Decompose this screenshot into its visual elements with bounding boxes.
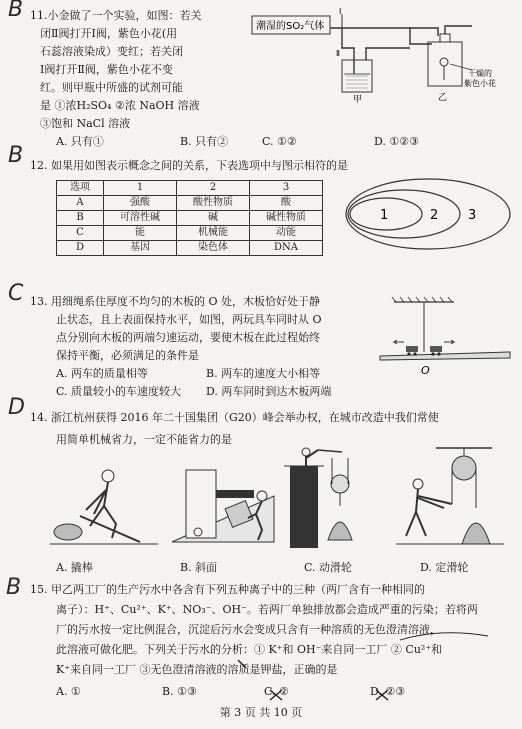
handwritten-mark: B	[8, 0, 24, 22]
option-a: A. 两车的质量相等	[56, 367, 148, 380]
table-cell: 基因	[104, 241, 177, 256]
table-cell: C	[57, 226, 104, 241]
option-c: C. ①②	[262, 135, 297, 148]
stem-line: 15. 甲乙两工厂的生产污水中各含有下列五种离子中的三种（两厂含有一种相同的	[30, 583, 425, 596]
table-cell: 碱性物质	[250, 211, 323, 226]
option-d: D. 两车同时到达木板两端	[206, 385, 332, 398]
table-cell: DNA	[250, 241, 323, 256]
table-cell: 2	[177, 181, 250, 196]
stem-line: 用简单机械省力，一定不能省力的是	[56, 433, 232, 446]
option-a: A. 只有①	[56, 135, 104, 148]
stem-line: 离子）：H⁺、Cu²⁺、K⁺、NO₃⁻、OH⁻。若两厂单独排放都会造成严重的污染；若将两	[56, 603, 478, 616]
option-c: C. ②	[264, 685, 289, 698]
option-a: A. 撬棒	[56, 561, 93, 574]
valve-1-label: Ⅰ	[339, 7, 342, 16]
stem-line: Ⅰ阀打开Ⅱ阀，紫色小花不变	[40, 63, 173, 76]
option-d: D. ②③	[370, 685, 406, 698]
option-a: A. ①	[56, 685, 81, 698]
stem-line: 是 ①浓H₂SO₄ ②浓 NaOH 溶液	[40, 99, 200, 112]
table-cell: 酸性物质	[177, 196, 250, 211]
table-cell: 3	[250, 181, 323, 196]
bottle-1-label: 甲	[353, 95, 363, 104]
handwritten-mark: B	[8, 143, 24, 168]
stem-line: K⁺来自同一工厂 ③无色澄清溶液的溶质是钾盐，正确的是	[56, 663, 338, 676]
table-cell: 1	[104, 181, 177, 196]
table-cell: 机械能	[177, 226, 250, 241]
option-c: C. 动滑轮	[304, 561, 353, 574]
stem-line: 保持平衡，必须满足的条件是	[56, 349, 199, 362]
gas-label: 潮湿的SO₂气体	[256, 21, 325, 32]
stem-line: 此溶液可做化肥。下列关于污水的分析：① K⁺和 OH⁻来自同一工厂 ② Cu²⁺和	[56, 643, 443, 656]
option-d: D. ①②③	[374, 135, 420, 148]
stem-line: 闭Ⅱ阀打开Ⅰ阀，紫色小花(用	[40, 27, 178, 40]
table-cell: 强酸	[104, 196, 177, 211]
option-b: B. 只有②	[180, 135, 229, 148]
pivot-label: O	[421, 364, 430, 377]
stem-line: 点分别向木板的两端匀速运动，要使木板在此过程始终	[56, 331, 320, 344]
option-c: C. 质量较小的车速度较大	[56, 385, 182, 398]
option-b: B. 两车的速度大小相等	[206, 367, 321, 380]
table-cell: A	[57, 196, 104, 211]
table-cell: 碱	[177, 211, 250, 226]
stem-line: 14. 浙江杭州获得 2016 年二十国集团（G20）峰会举办权，在城市改造中我们常使	[30, 411, 439, 424]
table-cell: 可溶性碱	[104, 211, 177, 226]
stem-line: 12. 如果用如图表示概念之间的关系，下表选项中与图示相符的是	[30, 159, 348, 172]
table-cell: 酸	[250, 196, 323, 211]
stem-line: ③饱和 NaCl 溶液	[40, 117, 131, 130]
stem-line: 13. 用细绳系住厚度不均匀的木板的 O 处，木板恰好处于静	[30, 295, 320, 308]
table-cell: D	[57, 241, 104, 256]
option-b: B. ①③	[162, 685, 197, 698]
flower-label-line1: 干燥的	[468, 69, 492, 78]
table-cell: 能	[104, 226, 177, 241]
flower-label-line2: 紫色小花	[464, 79, 496, 88]
table-cell: B	[57, 211, 104, 226]
handwritten-mark: B	[6, 575, 22, 600]
handwritten-mark: D	[8, 395, 25, 420]
table-cell: 选项	[57, 181, 104, 196]
stem-line: 厂的污水按一定比例混合，沉淀后污水会变成只含有一种溶质的无色澄清溶液，	[56, 623, 441, 636]
diagram-label-1: 1	[380, 208, 389, 223]
table-cell: 染色体	[177, 241, 250, 256]
diagram-label-3: 3	[468, 208, 477, 223]
table-cell: 动能	[250, 226, 323, 241]
bottle-2-label: 乙	[438, 93, 448, 103]
option-b: B. 斜面	[180, 561, 218, 574]
stem-line: 红。则甲瓶中所盛的试剂可能	[40, 81, 183, 94]
page-footer: 第 3 页 共 10 页	[219, 706, 303, 719]
diagram-label-2: 2	[430, 208, 439, 223]
option-d: D. 定滑轮	[420, 561, 469, 574]
valve-2-label: Ⅱ	[336, 49, 340, 58]
handwritten-mark: C	[8, 281, 24, 306]
stem-line: 石蕊溶液染成）变红；若关闭	[40, 45, 183, 58]
stem-line: 止状态，且上表面保持水平，如图，两玩具车同时从 O	[56, 313, 322, 326]
stem-line: 11.小金做了一个实验，如图：若关	[30, 9, 202, 22]
